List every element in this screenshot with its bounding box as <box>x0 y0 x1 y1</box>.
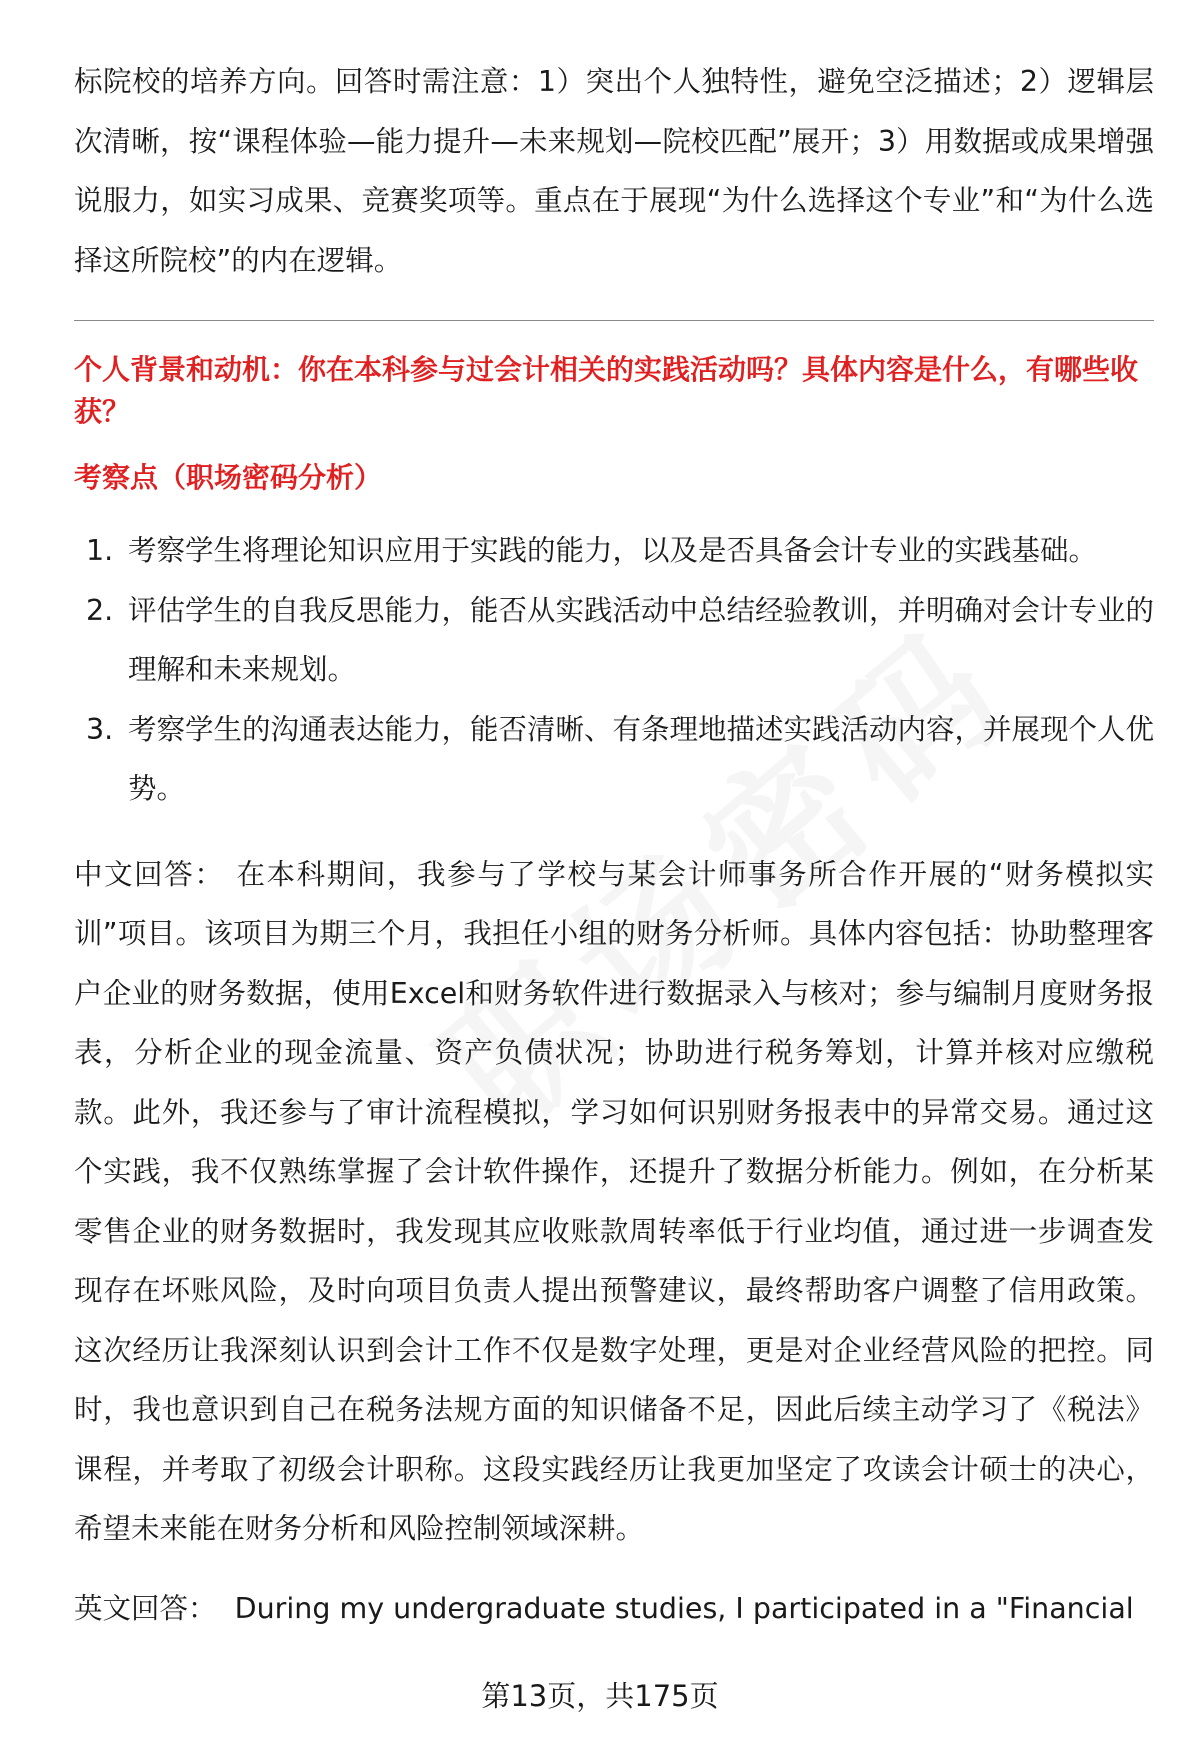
list-item-number: 2. <box>86 593 114 627</box>
chinese-answer <box>74 845 1154 1559</box>
list-item <box>74 700 1154 819</box>
question-heading: 个人背景和动机：你在本科参与过会计相关的实践活动吗？具体内容是什么，有哪些收获？ <box>74 353 1139 428</box>
analysis-points-list <box>74 521 1154 819</box>
list-item-text: 评估学生的自我反思能力，能否从实践活动中总结经验教训，并明确对会计专业的理解和未来规划。 <box>128 593 1155 686</box>
list-item-text: 考察学生将理论知识应用于实践的能力，以及是否具备会计专业的实践基础。 <box>128 534 1098 567</box>
english-answer-label: 英文回答： <box>74 1591 217 1625</box>
chinese-answer-label: 中文回答： <box>74 857 225 891</box>
list-item <box>74 581 1154 700</box>
page-number-footer: 第13页，共175页 <box>481 1679 719 1713</box>
english-answer <box>74 1589 1154 1629</box>
list-item-number: 3. <box>86 712 114 746</box>
analysis-subheading: 考察点（职场密码分析） <box>74 461 383 494</box>
list-item-number: 1. <box>86 534 114 567</box>
list-item-text: 考察学生的沟通表达能力，能否清晰、有条理地描述实践活动内容，并展现个人优势。 <box>128 712 1155 805</box>
intro-paragraph: 标院校的培养方向。回答时需注意：1）突出个人独特性，避免空泛描述；2）逻辑层次清晰，按“课程体验—能力提升—未来规划—院校匹配”展开；3）用数据或成果增强说服力，如实习成果、竞赛奖项等。重点在于展现“为什么选择这个专业”和“为什么选择这所院校”的内在逻辑。 <box>74 65 1154 277</box>
english-answer-text: During my undergraduate studies, I participated in a "Financial <box>234 1591 1134 1625</box>
list-item <box>74 521 1154 581</box>
page-content <box>74 52 1154 1629</box>
chinese-answer-text: 在本科期间，我参与了学校与某会计师事务所合作开展的“财务模拟实训”项目。该项目为期三个月，我担任小组的财务分析师。具体内容包括：协助整理客户企业的财务数据，使用Excel和财务软件进行数据录入与核对；参与编制月度财务报表，分析企业的现金流量、资产负债状况；协助进行税务筹划，计算并核对应缴税款。此外，我还参与了审计流程模拟，学习如何识别财务报表中的异常交易。通过这个实践，我不仅熟练掌握了会计软件操作，还提升了数据分析能力。例如，在分析某零售企业的财务数据时，我发现其应收账款周转率低于行业均值，通过进一步调查发现存在坏账风险，及时向项目负责人提出预警建议，最终帮助客户调整了信用政策。这次经历让我深刻认识到会计工作不仅是数字处理，更是对企业经营风险的把控。同时，我也意识到自己在税务法规方面的知识储备不足，因此后续主动学习了《税法》课程，并考取了初级会计职称。这段实践经历让我更加坚定了攻读会计硕士的决心，希望未来能在财务分析和风险控制领域深耕。 <box>74 857 1154 1545</box>
section-divider <box>74 320 1154 321</box>
